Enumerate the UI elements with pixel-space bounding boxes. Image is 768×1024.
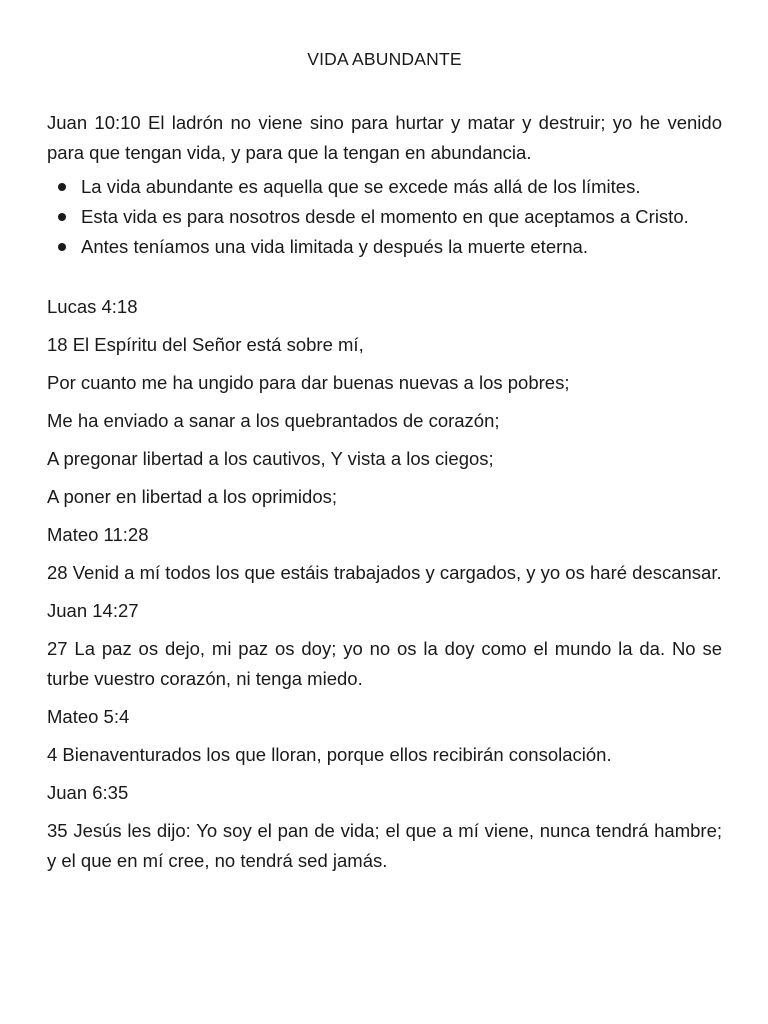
- verse-text: 35 Jesús les dijo: Yo soy el pan de vida; el que a mí viene, nunca tendrá hambre; y el que en mí cree, no tendrá sed jamás.: [47, 820, 722, 871]
- bullet-text: La vida abundante es aquella que se excede más allá de los límites.: [81, 176, 641, 197]
- verse-text: 27 La paz os dejo, mi paz os doy; yo no os la doy como el mundo la da. No se turbe vuestro corazón, ni tenga miedo.: [47, 638, 722, 689]
- verse-reference: Mateo 11:28: [47, 524, 149, 545]
- intro-verse: Juan 10:10 El ladrón no viene sino para hurtar y matar y destruir; yo he venido para que tengan vida, y para que la tengan en abundancia.: [47, 112, 722, 163]
- verse-line: Me ha enviado a sanar a los quebrantados de corazón;: [47, 410, 500, 431]
- document-page: [47, 44, 722, 884]
- verse-reference: Juan 14:27: [47, 600, 139, 621]
- spacer: [47, 262, 722, 292]
- verse-reference: Juan 6:35: [47, 782, 129, 803]
- verse-line: A pregonar libertad a los cautivos, Y vista a los ciegos;: [47, 448, 494, 469]
- verse-line: 18 El Espíritu del Señor está sobre mí,: [47, 334, 364, 355]
- bullet-text: Esta vida es para nosotros desde el momento en que aceptamos a Cristo.: [81, 206, 689, 227]
- bullet-icon: [58, 243, 66, 251]
- bullet-item: [81, 232, 722, 262]
- bullet-text: Antes teníamos una vida limitada y después la muerte eterna.: [81, 236, 588, 257]
- bullet-list: [47, 172, 722, 262]
- bullet-icon: [58, 213, 66, 221]
- bullet-icon: [58, 183, 66, 191]
- verse-text: 28 Venid a mí todos los que estáis trabajados y cargados, y yo os haré descansar.: [47, 562, 722, 583]
- verse-reference: Mateo 5:4: [47, 706, 130, 727]
- verse-reference: Lucas 4:18: [47, 296, 138, 317]
- verse-line: A poner en libertad a los oprimidos;: [47, 486, 338, 507]
- bullet-item: [81, 172, 722, 202]
- bullet-item: [81, 202, 722, 232]
- document-title: VIDA ABUNDANTE: [307, 49, 462, 69]
- verse-text: 4 Bienaventurados los que lloran, porque ellos recibirán consolación.: [47, 744, 612, 765]
- verse-line: Por cuanto me ha ungido para dar buenas nuevas a los pobres;: [47, 372, 570, 393]
